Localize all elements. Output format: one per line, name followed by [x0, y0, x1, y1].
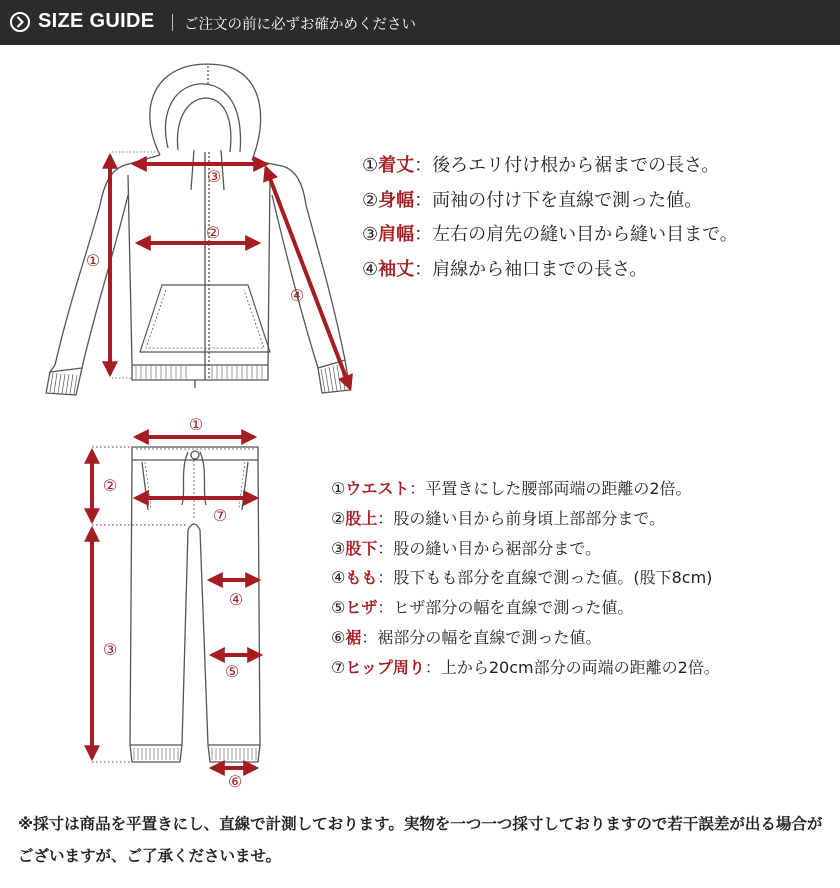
pants-marker-1: ①	[188, 415, 204, 434]
pants-marker-2: ②	[102, 476, 118, 495]
hoodie-marker-2: ②	[205, 223, 221, 242]
hoodie-marker-1: ①	[85, 251, 101, 270]
hoodie-spec-item	[362, 256, 738, 291]
spec-desc: ：股下もも部分を直線で測った値。(股下8cm)	[377, 568, 713, 588]
spec-term: 股下	[345, 538, 378, 558]
spec-desc: ：肩線から袖口までの長さ。	[414, 258, 648, 280]
spec-number: ①	[362, 155, 379, 176]
hoodie-marker-4: ④	[289, 286, 305, 305]
pants-spec-list	[331, 476, 720, 685]
pants-marker-3: ③	[102, 640, 118, 659]
pants-marker-7: ⑦	[212, 506, 228, 525]
pants-spec-item	[331, 655, 720, 685]
page-subtitle: ご注文の前に必ずお確かめください	[184, 17, 416, 33]
pants-marker-6: ⑥	[227, 772, 243, 791]
spec-term: 裾	[345, 627, 362, 647]
pants-spec-item	[331, 595, 720, 625]
spec-number: ⑤	[331, 598, 346, 618]
spec-number: ④	[362, 258, 379, 280]
spec-number: ④	[331, 568, 346, 588]
spec-term: 着丈	[378, 155, 415, 176]
hoodie-spec-item	[362, 152, 738, 187]
hoodie-marker-3: ③	[206, 167, 222, 186]
spec-desc: ：ヒザ部分の幅を直線で測った値。	[377, 598, 634, 618]
spec-number: ③	[362, 224, 379, 245]
spec-number: ②	[331, 508, 346, 528]
pants-spec-item	[331, 506, 720, 536]
spec-number: ⑥	[331, 627, 346, 647]
spec-term: 身幅	[378, 189, 415, 211]
spec-desc: ：上から20cm部分の両端の距離の2倍。	[424, 657, 720, 677]
spec-desc: ：両袖の付け下を直線で測った値。	[414, 189, 703, 211]
spec-number: ③	[331, 538, 346, 558]
spec-term: もも	[345, 568, 378, 588]
spec-term: ウエスト	[345, 479, 410, 498]
spec-term: 袖丈	[378, 258, 415, 280]
pants-spec-item	[331, 565, 720, 595]
spec-term: ヒップ周り	[345, 657, 425, 677]
pants-markers	[103, 415, 243, 791]
spec-desc: ：左右の肩先の縫い目から縫い目まで。	[414, 224, 738, 245]
hoodie-spec-item	[362, 221, 738, 256]
spec-desc: ：股の縫い目から前身頃上部部分まで。	[377, 508, 666, 528]
spec-number: ②	[362, 189, 379, 211]
pants-spec-item	[331, 476, 720, 506]
spec-desc: ：後ろエリ付け根から裾までの長さ。	[414, 155, 720, 176]
spec-term: 肩幅	[378, 224, 415, 245]
pants-marker-5: ⑤	[224, 662, 240, 681]
spec-desc: ：裾部分の幅を直線で測った値。	[361, 627, 602, 647]
spec-desc: ：平置きにした腰部両端の距離の2倍。	[409, 479, 692, 498]
spec-term: 股上	[345, 508, 378, 528]
pants-spec-item	[331, 625, 720, 655]
pants-spec-item	[331, 536, 720, 566]
page-title: SIZE GUIDE	[38, 10, 155, 32]
spec-number: ⑦	[331, 657, 346, 677]
pants-marker-4: ④	[228, 590, 244, 609]
spec-desc: ：股の縫い目から裾部分まで。	[377, 538, 602, 558]
measurement-note: ※採寸は商品を平置きにし、直線で計測しております。実物を一つ一つ採寸しておりますので若干誤差が出る場合がございますが、ご了承くださいませ。	[18, 815, 823, 865]
spec-term: ヒザ	[345, 598, 378, 618]
hoodie-spec-item	[362, 187, 738, 222]
spec-number: ①	[331, 479, 346, 498]
hoodie-spec-list	[362, 152, 738, 290]
